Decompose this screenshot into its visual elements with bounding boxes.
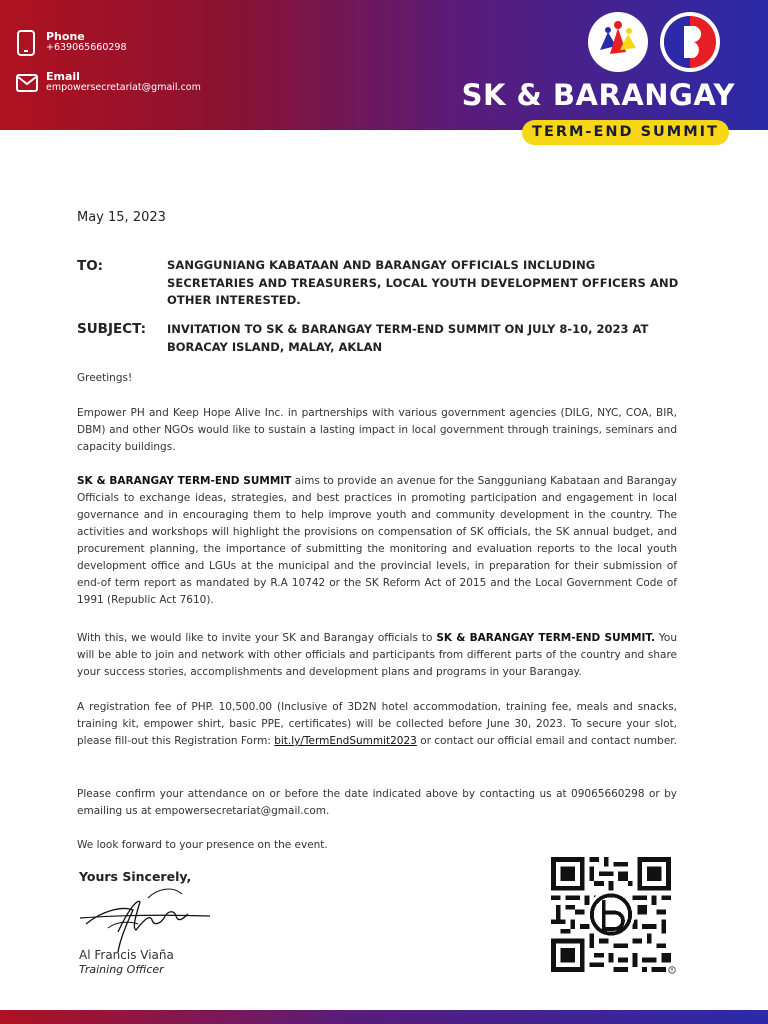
invitation-summit-bold: SK & BARANGAY TERM-END SUMMIT. bbox=[436, 632, 655, 644]
to-recipients: SANGGUNIANG KABATAAN AND BARANGAY OFFICIALS INCLUDING SECRETARIES AND TREASURERS, LOCAL YOUTH DEVELOPMENT OFFICERS AND OTHER INTERESTED. bbox=[167, 258, 679, 307]
greeting: Greetings! bbox=[77, 372, 133, 384]
paragraph-summit-description bbox=[77, 473, 677, 609]
to-label: TO: bbox=[77, 258, 104, 274]
paragraph-invitation bbox=[77, 630, 677, 681]
letter-date: May 15, 2023 bbox=[77, 210, 166, 225]
phone-value: +639065660298 bbox=[46, 42, 127, 53]
paragraph-registration bbox=[77, 699, 677, 750]
email-icon bbox=[16, 74, 38, 92]
footer-bar bbox=[0, 1010, 768, 1024]
qr-code bbox=[551, 857, 674, 974]
registered-mark-icon bbox=[668, 966, 676, 974]
email-value: empowersecretariat@gmail.com bbox=[46, 82, 201, 93]
letterhead bbox=[0, 0, 768, 130]
svg-text:R: R bbox=[670, 968, 674, 974]
brand-title: SK & BARANGAY bbox=[461, 78, 735, 112]
registration-form-link[interactable]: bit.ly/TermEndSummit2023 bbox=[274, 735, 417, 747]
paragraph-closing: We look forward to your presence on the event. bbox=[77, 839, 328, 851]
invitation-pre: With this, we would like to invite your SK and Barangay officials to bbox=[77, 632, 437, 644]
registration-pre: A registration fee of PHP. 10,500.00 (Inclusive of 3D2N hotel accommodation, training fee, meals and snacks, training kit, empower shirt, basic PPE, certificates) will be collected before June 30, 2023. To secure your slot, please fill-out this Registration Form: bbox=[77, 701, 677, 747]
sk-logo bbox=[588, 12, 648, 72]
brand-subtitle-pill: TERM-END SUMMIT bbox=[522, 120, 729, 145]
subject-text: INVITATION TO SK & BARANGAY TERM-END SUMMIT ON JULY 8-10, 2023 AT BORACAY ISLAND, MALAY, AKLAN bbox=[167, 322, 649, 354]
signer-title: Training Officer bbox=[79, 963, 164, 976]
barangay-logo bbox=[660, 12, 720, 72]
phone-label: Phone bbox=[46, 30, 85, 43]
paragraph-confirmation: Please confirm your attendance on or before the date indicated above by contacting us at 09065660298 or by emailing us at empowersecretariat@gmail.com. bbox=[77, 788, 677, 817]
email-label: Email bbox=[46, 70, 80, 83]
paragraph-intro: Empower PH and Keep Hope Alive Inc. in partnerships with various government agencies (DILG, NYC, COA, BIR, DBM) and other NGOs would like to sustain a lasting impact in local government through trainings, seminars and capacity buildings. bbox=[77, 407, 677, 453]
signature-image bbox=[78, 880, 213, 955]
closing-salutation: Yours Sincerely, bbox=[79, 869, 192, 884]
registration-post: or contact our official email and contact number. bbox=[416, 735, 677, 747]
summit-name-bold: SK & BARANGAY TERM-END SUMMIT bbox=[77, 475, 292, 487]
invitation-post: You will be able to join and network with other officials and participants from different parts of the country and share your success stories, accomplishments and development plans and programs in your Barangay. bbox=[77, 632, 677, 678]
signer-name: Al Francis Viaña bbox=[79, 948, 174, 962]
subject-label: SUBJECT: bbox=[77, 321, 146, 337]
summit-description-text: aims to provide an avenue for the Sangguniang Kabataan and Barangay Officials to exchange ideas, strategies, and best practices in promoting participation and engagement in local governance and in encouraging them to help improve youth and community development in the country. The activities and workshops will highlight the provisions on compensation of SK officials, the SK annual budget, and procurement planning, the importance of submitting the monitoring and evaluation reports to the local youth development office and LGUs at the municipal and the provincial levels, in preparation for their submission of end-of term report as mandated by R.A 10742 or the SK Reform Act of 2015 and the Local Government Code of 1991 (Republic Act 7610). bbox=[77, 475, 677, 606]
phone-icon bbox=[16, 30, 36, 56]
